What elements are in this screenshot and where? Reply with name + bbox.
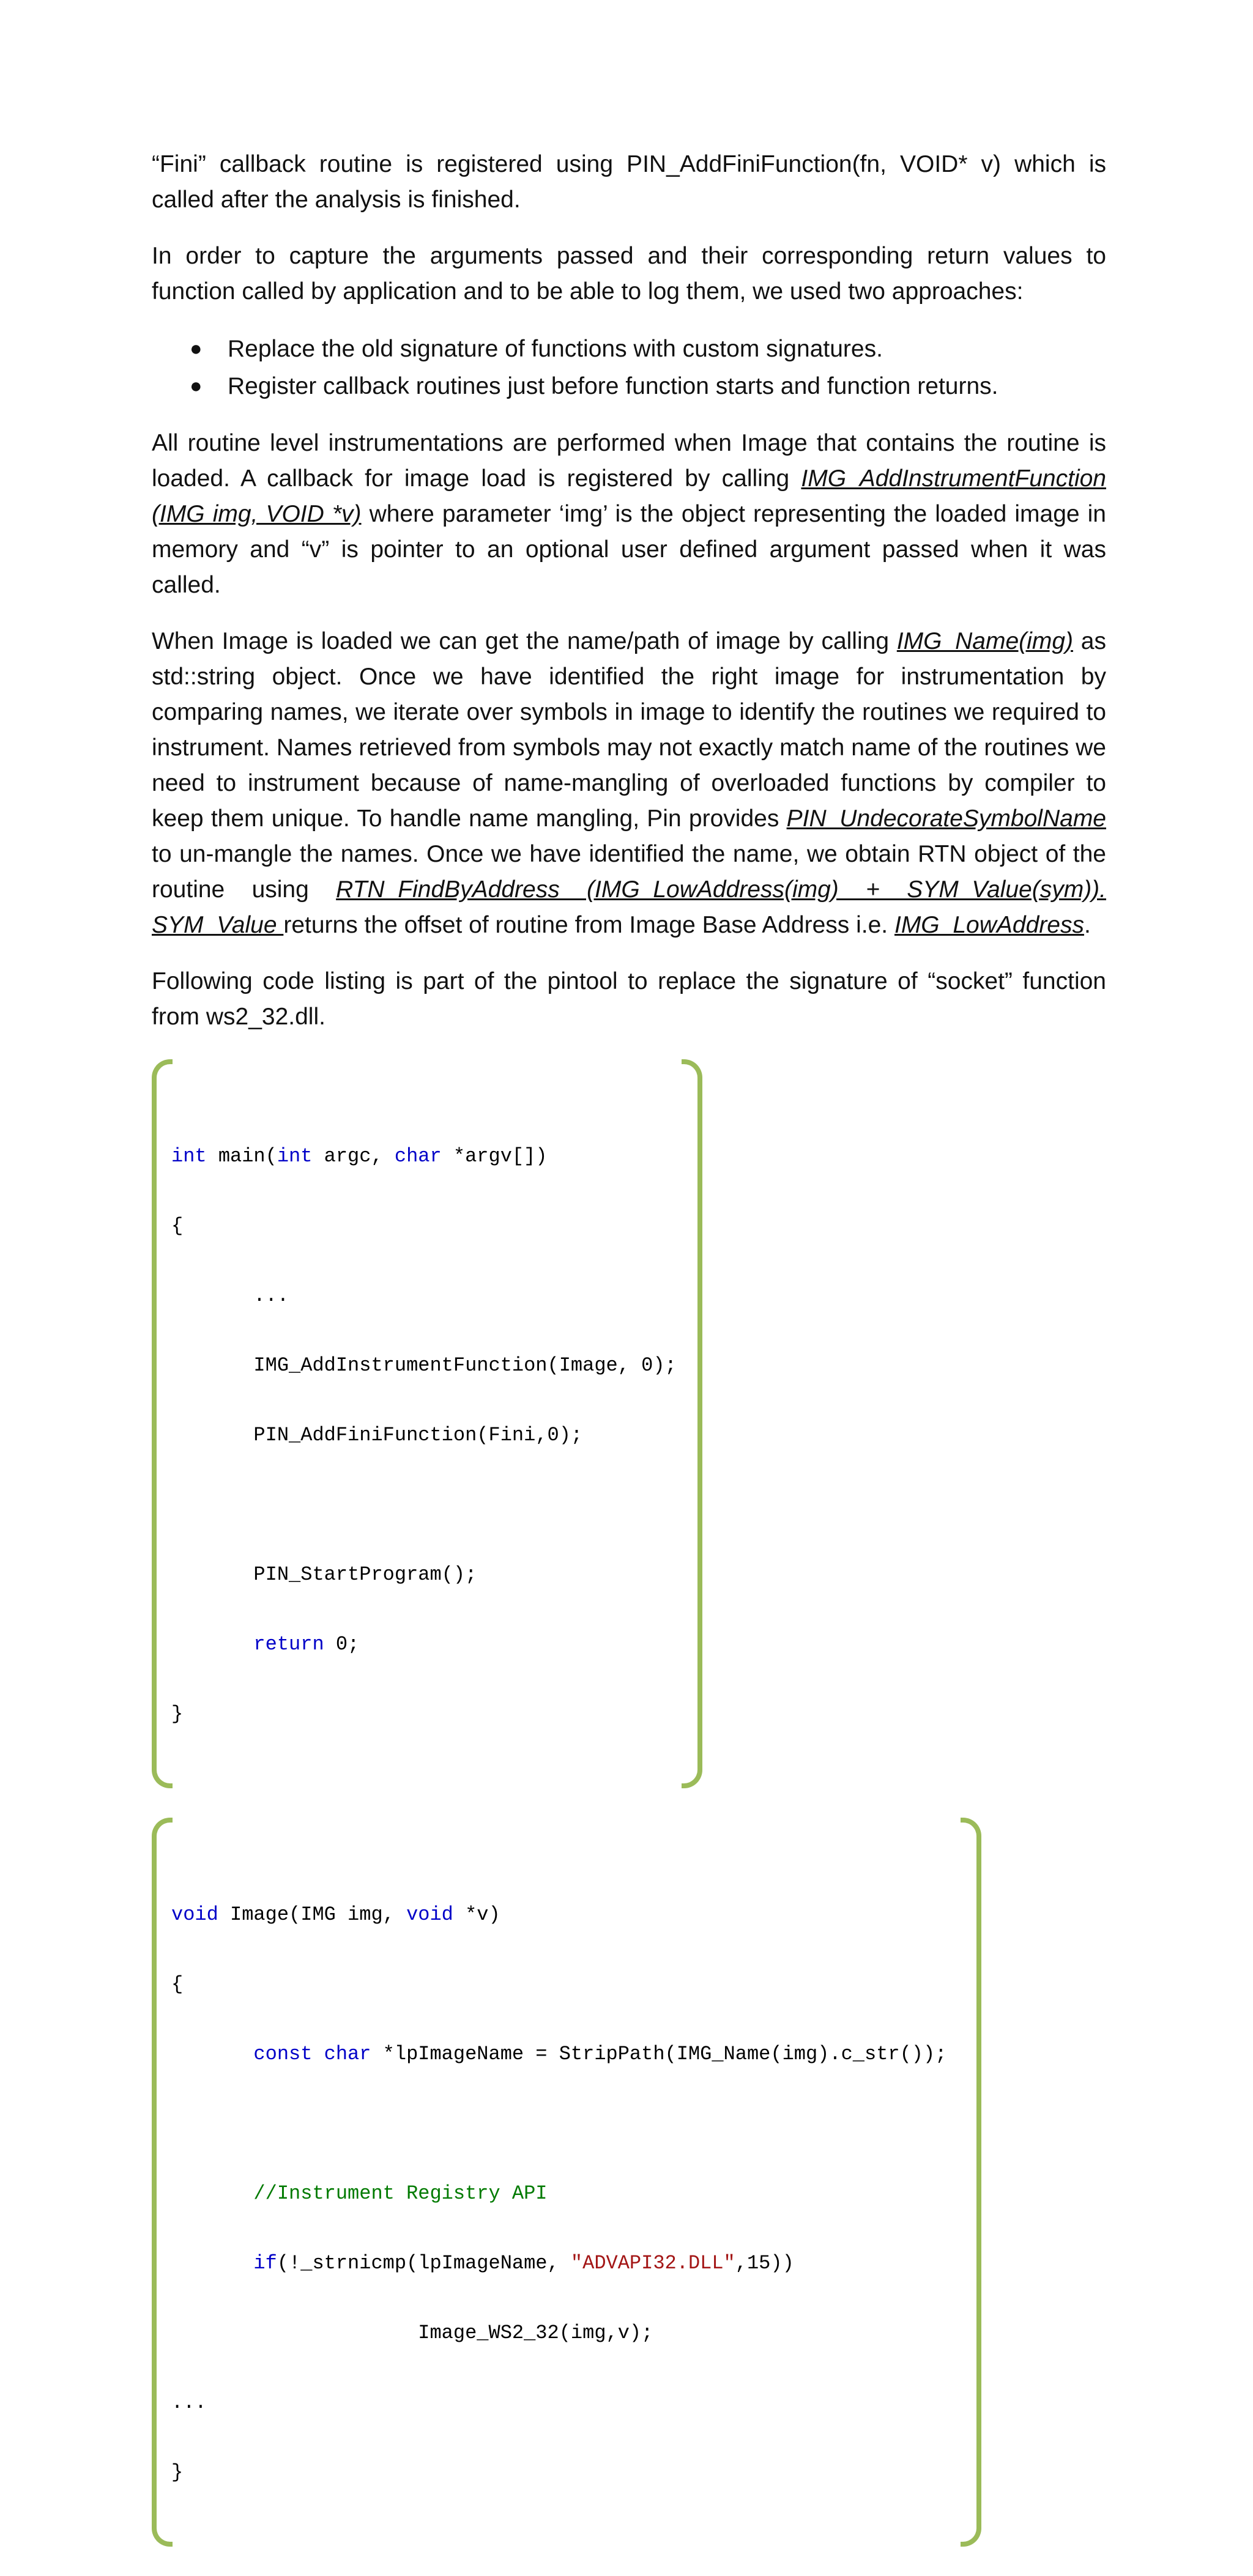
api-reference-undecorate-symbol: PIN_UndecorateSymbolName (786, 805, 1106, 832)
code-text: *lpImageName = StripPath(IMG_Name(img).c_str()); (371, 2043, 947, 2065)
code-indent (171, 1633, 253, 1656)
paragraph-approaches-intro: In order to capture the arguments passed and their corresponding return values to function called by application and to be able to log them, we used two approaches: (152, 243, 1106, 305)
text-run: returns the offset of routine from Image Base Address i.e. (283, 912, 894, 938)
code-comment: //Instrument Registry API (253, 2182, 548, 2205)
code-line (171, 1903, 1001, 1926)
code-line (171, 2182, 1001, 2205)
code-line (171, 1145, 722, 1168)
code-indent (171, 2182, 253, 2205)
paragraph-image-load (152, 426, 1106, 603)
code-line (171, 2252, 1001, 2275)
code-indent (171, 2043, 253, 2065)
code-line: IMG_AddInstrumentFunction(Image, 0); (171, 1354, 677, 1377)
paragraph-symbol-resolution (152, 624, 1106, 943)
text-run: All routine level instrumentations are performed when Image that contains the routine is loaded. A callback for image load is registered by calling (152, 430, 1106, 492)
list-item (152, 368, 1106, 405)
api-reference-img-addinstrumentfunction: IMG_AddInstrumentFunction (IMG img, VOID *v) (152, 465, 1106, 527)
list-item (152, 330, 1106, 368)
paragraph-code-listing-intro: Following code listing is part of the pintool to replace the signature of “socket” function from ws2_32.dll. (152, 968, 1106, 1030)
code-keyword: char (394, 1145, 442, 1168)
code-line (171, 2043, 1001, 2066)
text-run: as std::string object. Once we have identified the right image for instrumentation by comparing names, we iterate over symbols in image to identify the routines we required to instrument. Names retrieved from symbols may not exactly match name of the routines we need to instrument because of name-mangling of overloaded functions by compiler to keep them unique. To handle name mangling, Pin provides (152, 628, 1106, 832)
code-keyword: int (171, 1145, 207, 1168)
code-text: Image(IMG img, (218, 1903, 407, 1926)
code-listing-image (152, 1818, 1001, 2547)
code-text: 0; (324, 1633, 360, 1656)
code-line (171, 1493, 722, 1517)
code-line (171, 1633, 722, 1656)
list-item-text: Replace the old signature of functions with custom signatures. (228, 336, 883, 362)
code-keyword: const char (253, 2043, 371, 2065)
left-bracket-decoration (152, 1059, 173, 1788)
code-text: (!_strnicmp(lpImageName, (277, 2252, 571, 2274)
api-reference-sym-value: SYM_Value (152, 912, 284, 938)
code-keyword: return (253, 1633, 324, 1656)
code-listing-main (152, 1059, 722, 1788)
bullet-icon: ● (190, 374, 203, 398)
code-line: } (171, 2461, 184, 2484)
code-line: PIN_AddFiniFunction(Fini,0); (171, 1424, 583, 1446)
right-bracket-decoration (961, 1818, 981, 2547)
code-text: ,15)) (735, 2252, 794, 2274)
left-bracket-decoration (152, 1818, 173, 2547)
code-line: } (171, 1703, 184, 1725)
code-keyword: if (253, 2252, 277, 2274)
code-text: main( (206, 1145, 277, 1168)
code-line: { (171, 1973, 184, 1996)
text-run: . (1084, 912, 1091, 938)
api-reference-img-name: IMG_Name(img) (896, 628, 1073, 654)
code-line: ... (171, 1284, 289, 1307)
bullet-icon: ● (190, 337, 203, 360)
approaches-list (152, 330, 1106, 405)
api-reference-rtn-findbyaddress: RTN_FindByAddress (IMG_LowAddress(img) + SYM_Value(sym)). (336, 876, 1106, 903)
code-keyword: void (171, 1903, 218, 1926)
code-line: PIN_StartProgram(); (171, 1563, 477, 1586)
text-run: where parameter ‘img’ is the object representing the loaded image in memory and “v” is pointer to an optional user defined argument passed when it was called. (152, 501, 1107, 598)
code-line: { (171, 1215, 184, 1237)
code-text: *v) (453, 1903, 500, 1926)
api-reference-img-lowaddress: IMG_LowAddress (894, 912, 1084, 938)
code-line (171, 2112, 1001, 2136)
text-run: to un-mangle the names. Once we have identified the name, we obtain RTN object of the routine using (152, 841, 1106, 903)
code-line: Image_WS2_32(img,v); (171, 2322, 653, 2344)
code-keyword: int (277, 1145, 313, 1168)
code-text: argc, (312, 1145, 395, 1168)
code-keyword: void (406, 1903, 453, 1926)
paragraph-fini-callback: “Fini” callback routine is registered using PIN_AddFiniFunction(fn, VOID* v) which is called after the analysis is finished. (152, 151, 1106, 213)
code-indent (171, 2252, 253, 2274)
document-page (152, 147, 1106, 2576)
code-line: ... (171, 2391, 207, 2414)
list-item-text: Register callback routines just before function starts and function returns. (228, 373, 998, 399)
code-text: *argv[]) (441, 1145, 548, 1168)
text-run: When Image is loaded we can get the name/path of image by calling (152, 628, 897, 654)
code-string: "ADVAPI32.DLL" (570, 2252, 735, 2274)
right-bracket-decoration (682, 1059, 702, 1788)
